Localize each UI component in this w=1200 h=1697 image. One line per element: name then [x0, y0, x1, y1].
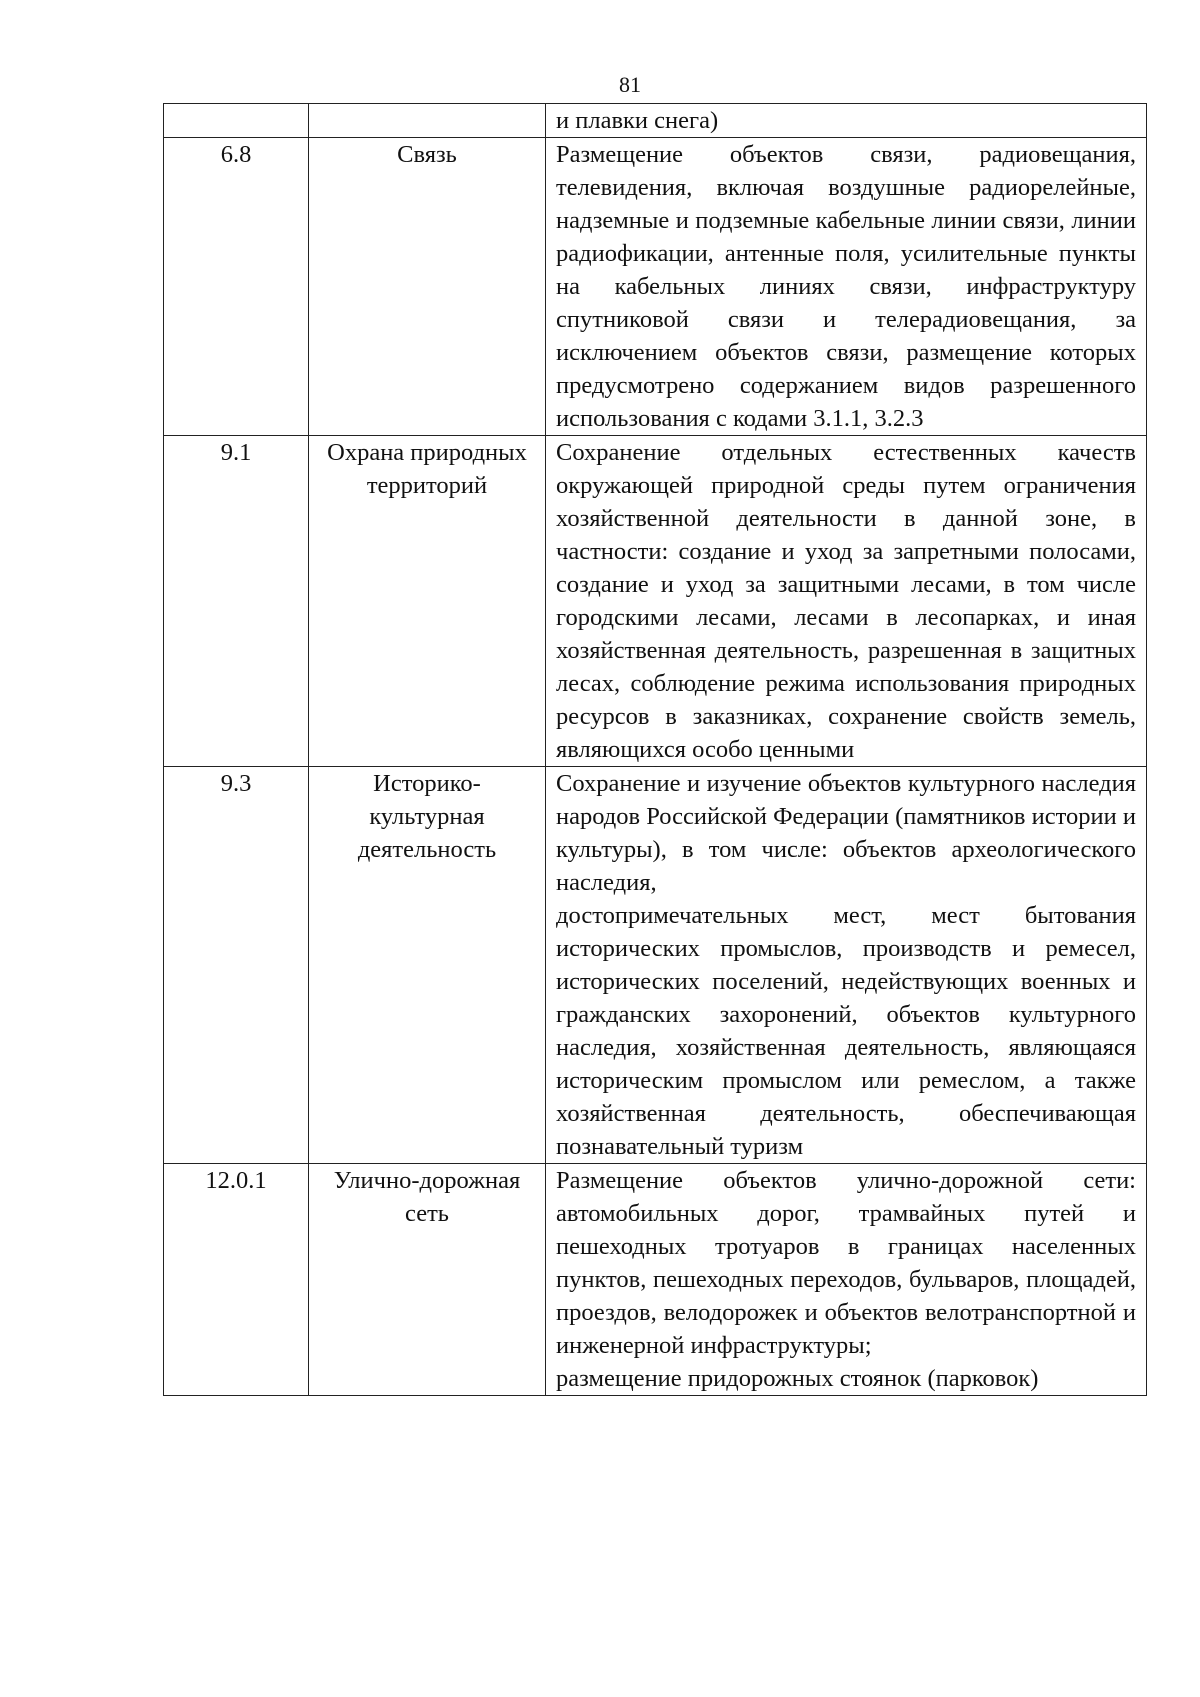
- description-cell: [546, 767, 1147, 1164]
- description-text: достопримечательных мест, мест бытования исторических промыслов, производств и ремесел, исторических поселений, недействующих военных и гражданских захоронений, объектов культурного наследия, хозяйственная деятельность, являющаяся историческим промыслом или ремеслом, а также хозяйственная деятельность, обеспечивающая познавательный туризм: [556, 902, 1136, 1160]
- description-text: размещение придорожных стоянок (парковок): [556, 1365, 1039, 1392]
- description-text: Размещение объектов связи, радиовещания, телевидения, включая воздушные радиорелейные, надземные и подземные кабельные линии связи, линии радиофикации, антенные поля, усилительные пункты на кабельных линиях связи, инфраструктуру спутниковой связи и телерадиовещания, за исключением объектов связи, размещение которых предусмотрено содержанием видов разрешенного использования с кодами 3.1.1, 3.2.3: [556, 141, 1136, 432]
- name-cell: Связь: [309, 138, 546, 436]
- description-text: Сохранение и изучение объектов культурного наследия народов Российской Федерации (памятников истории и культуры), в том числе: объектов археологического наследия,: [556, 770, 1136, 896]
- description-cell: [546, 138, 1147, 436]
- name-cell: Охрана природных территорий: [309, 436, 546, 767]
- table-row: [164, 436, 1147, 767]
- code-cell: 12.0.1: [164, 1164, 309, 1396]
- description-text: и плавки снега): [556, 107, 719, 134]
- name-cell: Улично-дорожная сеть: [309, 1164, 546, 1396]
- table-row: [164, 138, 1147, 436]
- table-row: [164, 1164, 1147, 1396]
- name-cell: [309, 104, 546, 138]
- description-text: Размещение объектов улично-дорожной сети: автомобильных дорог, трамвайных путей и пешеходных тротуаров в границах населенных пунктов, пешеходных переходов, бульваров, площадей, проездов, велодорожек и объектов велотранспортной и инженерной инфраструктуры;: [556, 1167, 1136, 1359]
- description-cell: [546, 1164, 1147, 1396]
- code-cell: 6.8: [164, 138, 309, 436]
- land-use-table: [163, 103, 1147, 1396]
- code-cell: 9.3: [164, 767, 309, 1164]
- code-cell: [164, 104, 309, 138]
- page-number: 81: [619, 72, 641, 97]
- description-cell: [546, 104, 1147, 138]
- code-cell: 9.1: [164, 436, 309, 767]
- table-row: [164, 767, 1147, 1164]
- description-text: Сохранение отдельных естественных качеств окружающей природной среды путем ограничения хозяйственной деятельности в данной зоне, в частности: создание и уход за запретными полосами, создание и уход за защитными лесами, в том числе городскими лесами, лесами в лесопарках, и иная хозяйственная деятельность, разрешенная в защитных лесах, соблюдение режима использования природных ресурсов в заказниках, сохранение свойств земель, являющихся особо ценными: [556, 439, 1136, 763]
- description-cell: [546, 436, 1147, 767]
- name-cell: Историко-культурная деятельность: [309, 767, 546, 1164]
- table-row: [164, 104, 1147, 138]
